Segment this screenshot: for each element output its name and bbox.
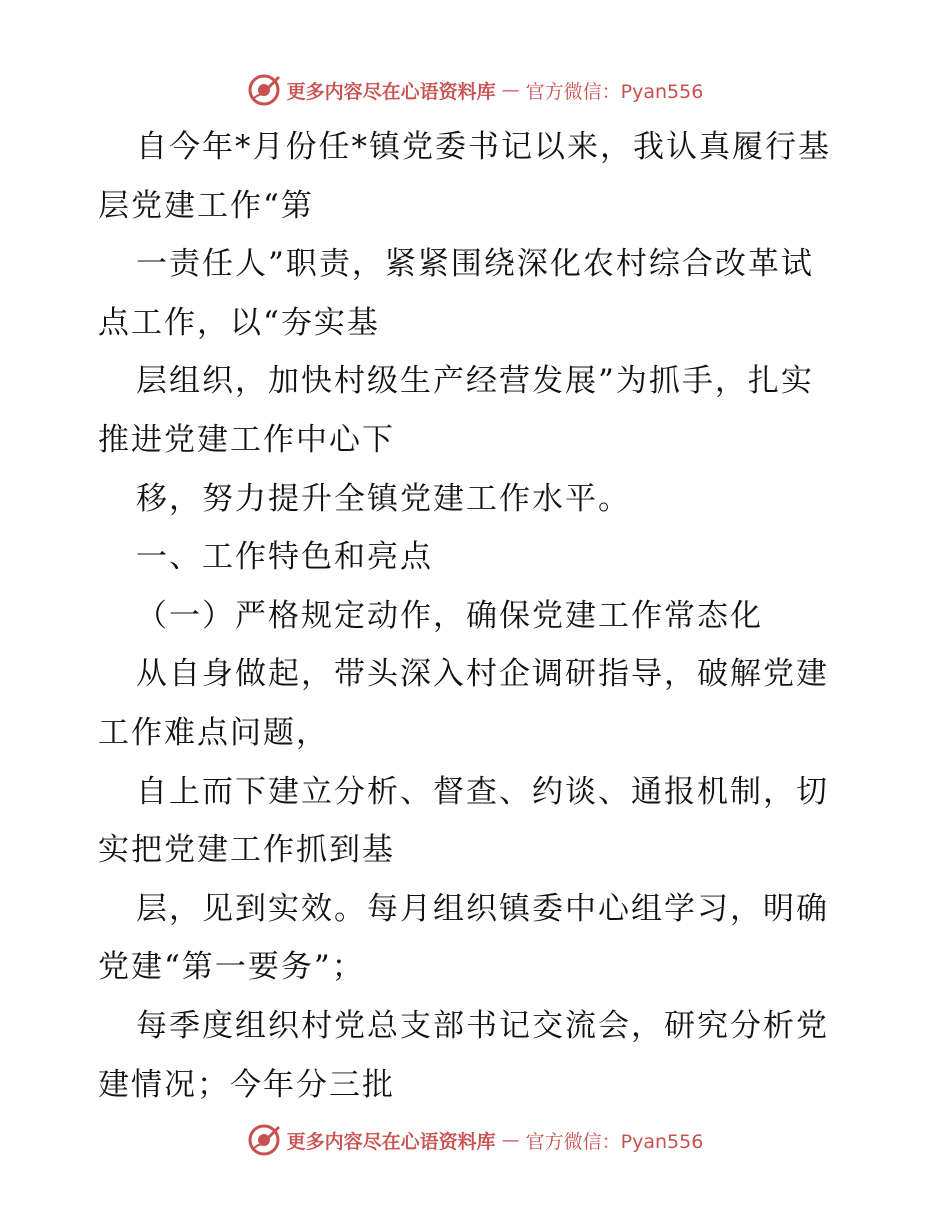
text-line: 一责任人”职责，紧紧围绕深化农村综合改革试 <box>136 246 814 283</box>
text-line: 自今年*月份任*镇党委书记以来，我认真履行基 <box>136 129 831 165</box>
text-line: 推进党建工作中心下 <box>98 421 395 458</box>
text-line: 自上而下建立分析、督查、约谈、通报机制，切 <box>136 773 829 810</box>
banner-separator: — <box>501 79 520 101</box>
text-line: 建情况；今年分三批 <box>98 1066 395 1103</box>
banner-title: 更多内容尽在心语资料库 <box>286 80 496 103</box>
banner-wechat: 官方微信：Pyan556 <box>525 80 704 103</box>
text-line: 每季度组织村党总支部书记交流会，研究分析党 <box>136 1007 829 1044</box>
text-line: 实把党建工作抓到基 <box>98 832 395 869</box>
subsection-heading: （一）严格规定动作，确保党建工作常态化 <box>136 597 763 634</box>
pen-logo-icon <box>247 73 281 107</box>
text-line: 党建“第一要务”； <box>98 949 365 986</box>
footer-banner <box>0 1120 950 1160</box>
text-line: 工作难点问题， <box>98 714 329 751</box>
banner-separator: — <box>501 1129 520 1151</box>
text-line: 层党建工作“第 <box>98 187 314 224</box>
document-body <box>98 118 858 1114</box>
text-line: 点工作，以“夯实基 <box>98 304 380 341</box>
text-line: 从自身做起，带头深入村企调研指导，破解党建 <box>136 656 829 693</box>
pen-logo-icon <box>247 1123 281 1157</box>
text-line: 层，见到实效。每月组织镇委中心组学习，明确 <box>136 890 829 927</box>
text-line: 移，努力提升全镇党建工作水平。 <box>136 480 631 517</box>
text-line: 层组织，加快村级生产经营发展”为抓手，扎实 <box>136 363 814 400</box>
banner-title: 更多内容尽在心语资料库 <box>286 1130 496 1153</box>
banner-wechat: 官方微信：Pyan556 <box>525 1130 704 1153</box>
header-banner <box>0 70 950 110</box>
section-heading: 一、工作特色和亮点 <box>136 539 433 576</box>
